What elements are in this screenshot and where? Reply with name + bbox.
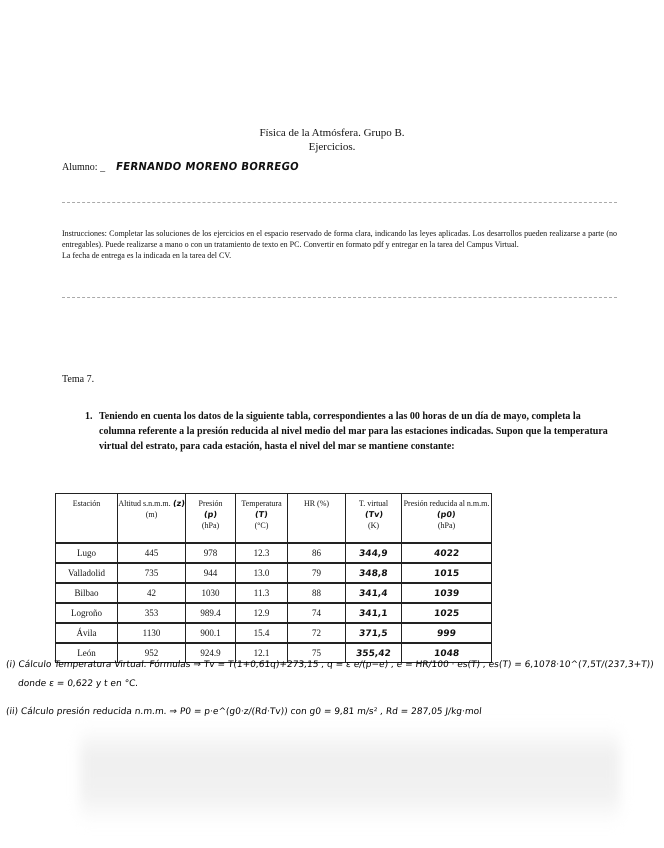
cell-altitude: 1130 bbox=[118, 623, 186, 643]
cell-altitude: 445 bbox=[118, 543, 186, 563]
cell-reduced-pressure: 4022 bbox=[402, 543, 492, 563]
subtitle-line: Ejercicios. bbox=[308, 141, 356, 153]
cell-station: Bilbao bbox=[56, 583, 118, 603]
student-name-handwritten: FERNANDO MORENO BORREGO bbox=[114, 160, 300, 173]
handwritten-note-reduced-pressure: (ii) Cálculo presión reducida n.m.m. ⇒ P0 = p·e^(g0·z/(Rd·Tv)) con g0 = 9,81 m/s² , Rd = 287,05 J/kg·mol bbox=[5, 707, 483, 717]
cell-station: Valladolid bbox=[56, 563, 118, 583]
cell-virtual-temp: 341,4 bbox=[346, 583, 402, 603]
table-row bbox=[56, 563, 492, 583]
cell-pressure: 989.4 bbox=[186, 603, 236, 623]
cell-reduced-pressure: 1025 bbox=[402, 603, 492, 623]
cell-temperature: 11.3 bbox=[236, 583, 288, 603]
table-header-row bbox=[56, 494, 492, 544]
cell-station: Logroño bbox=[56, 603, 118, 623]
cell-virtual-temp: 371,5 bbox=[346, 623, 402, 643]
cell-virtual-temp: 355,42 bbox=[346, 643, 402, 663]
divider-bottom bbox=[62, 297, 617, 298]
header-station: Estación bbox=[56, 494, 118, 544]
student-field bbox=[62, 160, 306, 173]
cell-altitude: 735 bbox=[118, 563, 186, 583]
cell-altitude: 42 bbox=[118, 583, 186, 603]
cell-pressure: 900.1 bbox=[186, 623, 236, 643]
cell-humidity: 79 bbox=[288, 563, 346, 583]
cell-humidity: 74 bbox=[288, 603, 346, 623]
document-title bbox=[0, 126, 664, 154]
cell-pressure: 1030 bbox=[186, 583, 236, 603]
cell-reduced-pressure: 1039 bbox=[402, 583, 492, 603]
instructions-block bbox=[62, 228, 617, 261]
cell-temperature: 12.9 bbox=[236, 603, 288, 623]
divider-top bbox=[62, 202, 617, 203]
handwritten-note-virtual-temp: (i) Cálculo Temperatura Virtual. Fórmulas ⇒ Tv = T(1+0,61q)+273,15 , q = ε e/(p−e) , e = HR/100 · es(T) , es(T) = 6,1078·10^(7,5T/(237,3+T)) bbox=[5, 660, 655, 670]
cell-station: Ávila bbox=[56, 623, 118, 643]
header-humidity: HR (%) bbox=[288, 494, 346, 544]
cell-virtual-temp: 344,9 bbox=[346, 543, 402, 563]
question-1 bbox=[85, 409, 615, 454]
question-text: Teniendo en cuenta los datos de la siguiente tabla, correspondientes a las 00 horas de un día de mayo, completa la columna referente a la presión reducida al nivel medio del mar para las estaciones indicadas. Supon que la temperatura virtual del estrato, para cada estación, hasta el nivel del mar se mantiene constante: bbox=[99, 411, 608, 452]
table-row bbox=[56, 543, 492, 563]
table-row bbox=[56, 623, 492, 643]
stations-table bbox=[55, 493, 492, 663]
table-row bbox=[56, 583, 492, 603]
handwritten-note-constants: donde ε = 0,622 y t en °C. bbox=[17, 679, 139, 689]
header-pressure: Presión (p) (hPa) bbox=[186, 494, 236, 544]
header-virtual-temp: T. virtual (Tv) (K) bbox=[346, 494, 402, 544]
cell-station: León bbox=[56, 643, 118, 663]
cell-reduced-pressure: 1015 bbox=[402, 563, 492, 583]
cell-reduced-pressure: 1048 bbox=[402, 643, 492, 663]
cell-humidity: 75 bbox=[288, 643, 346, 663]
cell-humidity: 72 bbox=[288, 623, 346, 643]
cell-virtual-temp: 348,8 bbox=[346, 563, 402, 583]
cell-temperature: 13.0 bbox=[236, 563, 288, 583]
question-number: 1. bbox=[85, 411, 93, 422]
instructions-text: Instrucciones: Completar las soluciones de los ejercicios en el espacio reservado de forma clara, indicando las leyes aplicadas. Los desarrollos pueden realizarse a parte (no entregables). Puede realizarse a mano o con un tratamiento de texto en PC. Convertir en formato pdf y entregar en la tarea del Campus Virtual. bbox=[62, 229, 617, 249]
header-altitude: Altitud s.n.m.m. (z) (m) bbox=[118, 494, 186, 544]
cell-virtual-temp: 341,1 bbox=[346, 603, 402, 623]
cell-humidity: 86 bbox=[288, 543, 346, 563]
header-temperature: Temperatura (T) (°C) bbox=[236, 494, 288, 544]
blurred-region bbox=[80, 725, 620, 825]
cell-pressure: 978 bbox=[186, 543, 236, 563]
cell-temperature: 12.3 bbox=[236, 543, 288, 563]
section-heading: Tema 7. bbox=[62, 374, 95, 385]
table-row bbox=[56, 603, 492, 623]
cell-temperature: 12.1 bbox=[236, 643, 288, 663]
cell-altitude: 952 bbox=[118, 643, 186, 663]
cell-temperature: 15.4 bbox=[236, 623, 288, 643]
cell-station: Lugo bbox=[56, 543, 118, 563]
cell-humidity: 88 bbox=[288, 583, 346, 603]
cell-altitude: 353 bbox=[118, 603, 186, 623]
instructions-due-date: La fecha de entrega es la indicada en la tarea del CV. bbox=[62, 251, 232, 260]
cell-pressure: 944 bbox=[186, 563, 236, 583]
student-underscore: _ bbox=[100, 162, 106, 173]
title-line: Física de la Atmósfera. Grupo B. bbox=[259, 127, 405, 139]
cell-pressure: 924.9 bbox=[186, 643, 236, 663]
header-reduced-pressure: Presión reducida al n.m.m. (p0) (hPa) bbox=[402, 494, 492, 544]
student-label: Alumno: bbox=[62, 162, 98, 174]
cell-reduced-pressure: 999 bbox=[402, 623, 492, 643]
